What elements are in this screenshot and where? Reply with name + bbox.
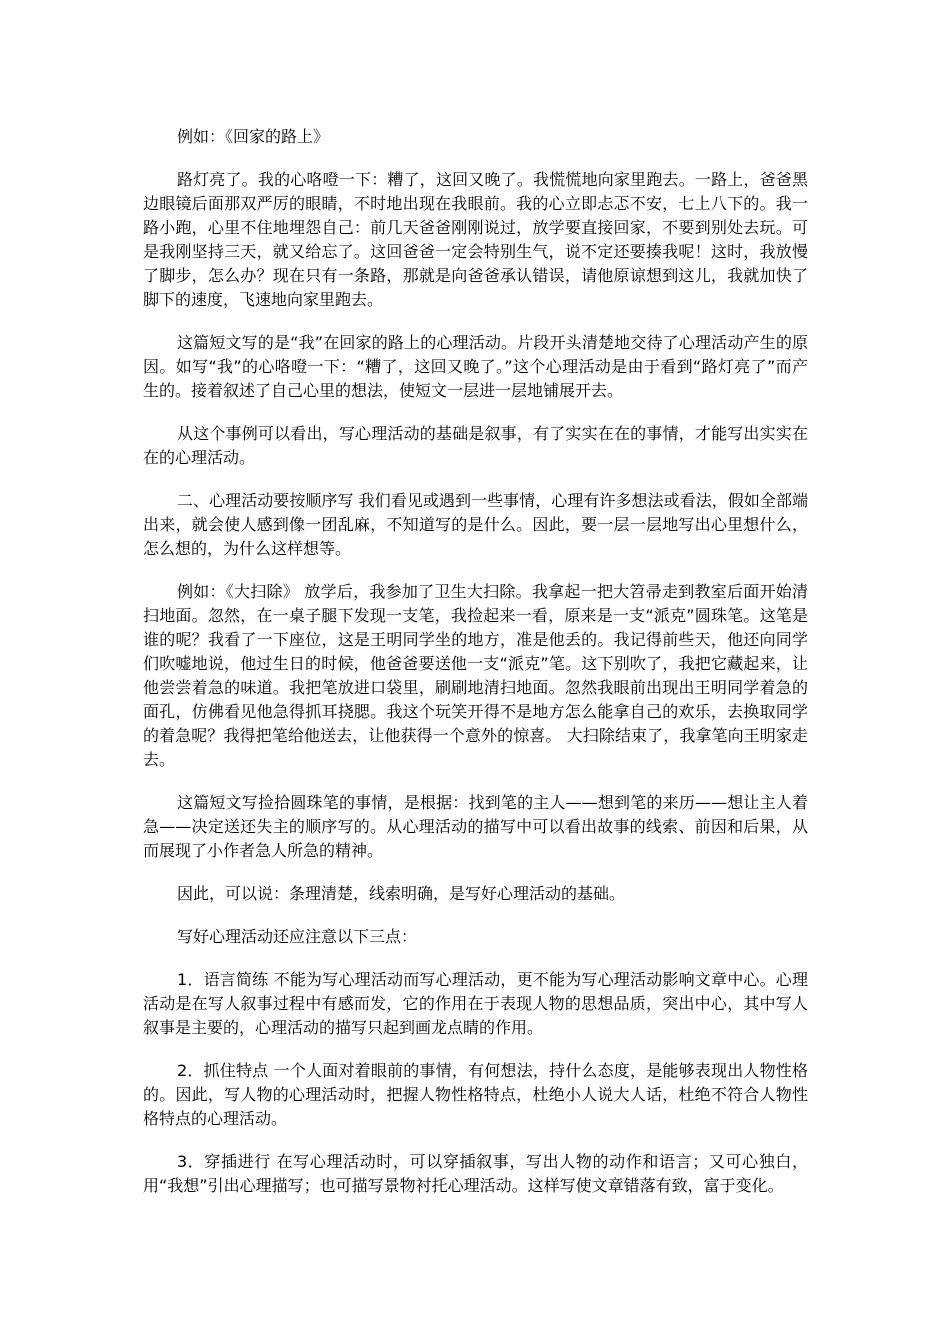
document-body (143, 125, 808, 1217)
paragraph-way-home-analysis: 这篇短文写的是“我”在回家的路上的心理活动。片段开头清楚地交待了心理活动产生的原因。如写“我”的心咯噔一下：“糟了，这回又晚了。”这个心理活动是由于看到“路灯亮了”而产生的。接着叙述了自己心里的想法，使短文一层进一层地铺展开去。 (143, 333, 808, 400)
paragraph-three-points-intro: 写好心理活动还应注意以下三点： (177, 927, 418, 946)
paragraph-way-home-story: 路灯亮了。我的心咯噔一下：糟了，这回又晚了。我慌慌地向家里跑去。一路上，爸爸黑边眼镜后面那双严厉的眼睛，不时地出现在我眼前。我的心立即忐忑不安，七上八下的。我一路小跑，心里不住地埋怨自己：前几天爸爸刚刚说过，放学要直接回家，不要到别处去玩。可是我刚坚持三天，就又给忘了。这回爸爸一定会特别生气，说不定还要揍我呢！这时，我放慢了脚步，怎么办？现在只有一条路，那就是向爸爸承认错误，请他原谅想到这儿，我就加快了脚下的速度，飞速地向家里跑去。 (143, 170, 808, 309)
paragraph-summary: 因此，可以说：条理清楚，线索明确，是写好心理活动的基础。 (177, 884, 626, 903)
paragraph-point-two: 2．抓住特点 一个人面对着眼前的事情，有何想法，持什么态度，是能够表现出人物性格的。因此，写人物的心理活动时，把握人物性格特点，杜绝小人说大人话，杜绝不符合人物性格特点的心理活动。 (143, 1061, 808, 1128)
paragraph-point-three: 3．穿插进行 在写心理活动时，可以穿插叙事，写出人物的动作和语言；又可心独白，用“我想”引出心理描写；也可描写景物衬托心理活动。这样写使文章错落有致，富于变化。 (143, 1152, 808, 1195)
paragraph-cleanup-analysis: 这篇短文写捡拾圆珠笔的事情，是根据：找到笔的主人——想到笔的来历——想让主人着急——决定送还失主的顺序写的。从心理活动的描写中可以看出故事的线索、前因和后果，从而展现了小作者急人所急的精神。 (143, 793, 808, 860)
paragraph-point-one: 1．语言简练 不能为写心理活动而写心理活动，更不能为写心理活动影响文章中心。心理活动是在写人叙事过程中有感而发，它的作用在于表现人物的思想品质，突出中心，其中写人叙事是主要的，心理活动的描写只起到画龙点睛的作用。 (143, 970, 808, 1037)
paragraph-example-title: 例如：《回家的路上》 (177, 127, 330, 146)
paragraph-conclusion-narration: 从这个事例可以看出，写心理活动的基础是叙事，有了实实在在的事情，才能写出实实在在的心理活动。 (143, 424, 808, 467)
paragraph-section-two: 二、心理活动要按顺序写 我们看见或遇到一些事情，心理有许多想法或看法，假如全部端出来，就会使人感到像一团乱麻，不知道写的是什么。因此，要一层一层地写出心里想什么，怎么想的，为什么这样想等。 (143, 491, 808, 558)
paragraph-cleanup-story: 例如：《大扫除》 放学后，我参加了卫生大扫除。我拿起一把大笤帚走到教室后面开始清扫地面。忽然，在一桌子腿下发现一支笔，我捡起来一看，原来是一支“派克”圆珠笔。这笔是谁的呢？我看了一下座位，这是王明同学坐的地方，准是他丢的。我记得前些天，他还向同学们吹嘘地说，他过生日的时候，他爸爸要送他一支“派克”笔。这下别吹了，我把它藏起来，让他尝尝着急的味道。我把笔放进口袋里，刷刷地清扫地面。忽然我眼前出现出王明同学着急的面孔，仿佛看见他急得抓耳挠腮。我这个玩笑开得不是地方怎么能拿自己的欢乐，去换取同学的着急呢？我得把笔给他送去，让他获得一个意外的惊喜。 大扫除结束了，我拿笔向王明家走去。 (143, 582, 808, 769)
